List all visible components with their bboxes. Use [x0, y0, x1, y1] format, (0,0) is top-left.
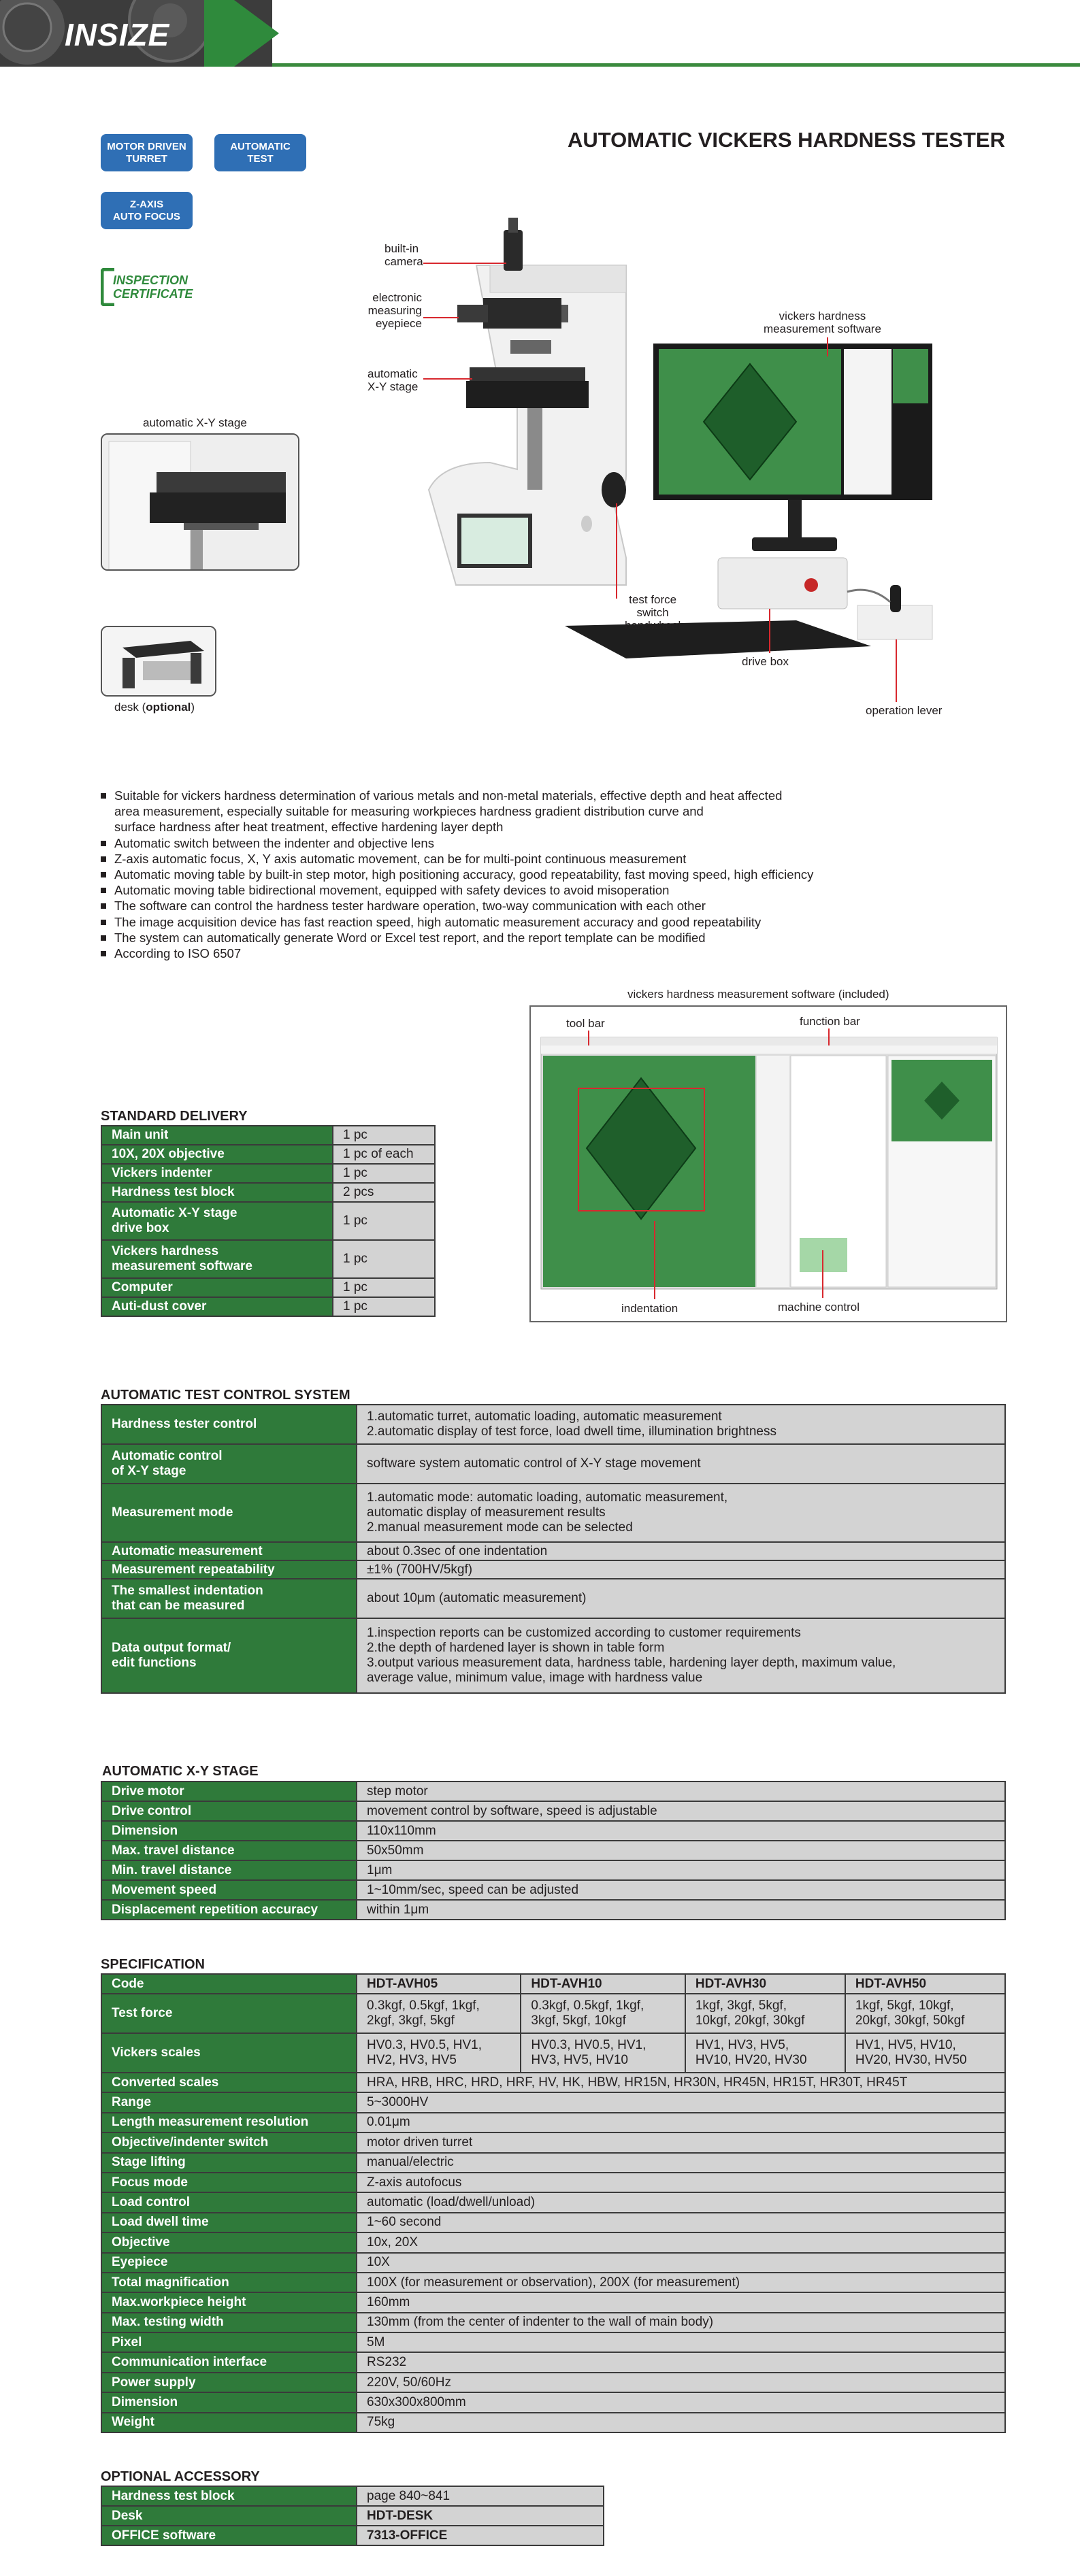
- table-row: [101, 2113, 1005, 2132]
- feature-item: According to ISO 6507: [101, 946, 985, 961]
- row-label: Objective: [101, 2232, 357, 2252]
- table-row: [101, 2332, 1005, 2352]
- brand-logo: INSIZE: [65, 17, 170, 52]
- row-label: Pixel: [101, 2332, 357, 2352]
- row-value: 5~3000HV: [357, 2092, 1005, 2112]
- vickers-scale-value: HV1, HV5, HV10, HV20, HV30, HV50: [845, 2033, 1005, 2073]
- callout-line-drive-box: [769, 609, 770, 653]
- row-value: about 10μm (automatic measurement): [357, 1579, 1005, 1618]
- certificate-line-2: CERTIFICATE: [113, 287, 193, 301]
- table-row: [101, 2213, 1005, 2232]
- badge-motor-driven-turret: MOTOR DRIVEN TURRET: [101, 134, 193, 171]
- row-label: Max.workpiece height: [101, 2292, 357, 2312]
- xy-stage-table: [101, 1781, 1006, 1920]
- feature-item-continued: area measurement, especially suitable for measuring workpieces hardness gradient distribution curve and: [114, 804, 704, 819]
- xy-stage-illustration: [102, 435, 298, 569]
- table-row: [101, 1560, 1005, 1579]
- desk-caption-optional: optional: [146, 701, 191, 714]
- row-value: Z-axis autofocus: [357, 2173, 1005, 2192]
- label-function-bar: function bar: [800, 1015, 860, 1028]
- table-row: [101, 2373, 1005, 2392]
- row-label: Load dwell time: [101, 2213, 357, 2232]
- row-label: Max. travel distance: [101, 1841, 357, 1860]
- table-row: [101, 2073, 1005, 2092]
- table-row: [101, 2153, 1005, 2173]
- optional-accessory-title: OPTIONAL ACCESSORY: [101, 2469, 260, 2484]
- desk-caption-suffix: ): [191, 701, 195, 714]
- table-row: [101, 2392, 1005, 2412]
- row-value: 2 pcs: [333, 1183, 435, 1202]
- row-value: 1.inspection reports can be customized according to customer requirements 2.the depth of hardened layer is shown in table form 3.output various measurement data, hardness table, hardening layer depth, maximum value, average value, minimum value, image with hardness value: [357, 1618, 1005, 1693]
- callout-handwheel: test force switch handwheel: [625, 593, 681, 632]
- row-label: Desk: [101, 2506, 357, 2526]
- row-label: Computer: [101, 1278, 333, 1297]
- vickers-scale-value: HV1, HV3, HV5, HV10, HV20, HV30: [685, 2033, 845, 2073]
- callout-measurement-software: vickers hardness measurement software: [764, 310, 881, 335]
- desk-illustration: [102, 627, 215, 695]
- callout-built-in-camera: built-in camera: [384, 242, 423, 268]
- row-label: Displacement repetition accuracy: [101, 1900, 357, 1920]
- table-row: [101, 1900, 1005, 1920]
- row-value: motor driven turret: [357, 2132, 1005, 2152]
- function-bar-line: [828, 1028, 830, 1046]
- feature-item: Z-axis automatic focus, X, Y axis automatic movement, can be for multi-point continuous measurement: [101, 851, 985, 867]
- row-value: 1.automatic mode: automatic loading, automatic measurement, automatic display of measurement results 2.manual measurement mode can be selected: [357, 1484, 1005, 1542]
- row-label: Movement speed: [101, 1880, 357, 1900]
- row-value: 5M: [357, 2332, 1005, 2352]
- table-row: [101, 1860, 1005, 1880]
- row-value: 0.01μm: [357, 2113, 1005, 2132]
- table-row: [101, 1405, 1005, 1444]
- table-row: [101, 1801, 1005, 1821]
- row-value: software system automatic control of X-Y stage movement: [357, 1444, 1005, 1484]
- feature-item-continued: surface hardness after heat treatment, effective hardening layer depth: [114, 820, 504, 835]
- table-row: [101, 2352, 1005, 2372]
- row-label: Converted scales: [101, 2073, 357, 2092]
- row-value: 10x, 20X: [357, 2232, 1005, 2252]
- row-value: 1.automatic turret, automatic loading, automatic measurement 2.automatic display of test force, load dwell time, illumination brightness: [357, 1405, 1005, 1444]
- row-label: Objective/indenter switch: [101, 2132, 357, 2152]
- callout-line-stage: [423, 378, 472, 380]
- model-code: HDT-AVH05: [357, 1974, 521, 1994]
- row-label: Vickers scales: [101, 2033, 357, 2073]
- table-row: [101, 1278, 435, 1297]
- specification-table: [101, 1973, 1006, 2433]
- model-code: HDT-AVH50: [845, 1974, 1005, 1994]
- label-tool-bar: tool bar: [566, 1017, 605, 1030]
- table-row: [101, 2526, 604, 2545]
- feature-item: The image acquisition device has fast reaction speed, high automatic measurement accuracy and good repeatability: [101, 914, 985, 930]
- table-row: [101, 2092, 1005, 2112]
- stage-photo-caption: automatic X-Y stage: [143, 416, 247, 429]
- row-value: 1 pc: [333, 1278, 435, 1297]
- label-machine-control: machine control: [778, 1301, 860, 1314]
- table-row: [101, 1240, 435, 1278]
- row-value: HDT-DESK: [357, 2506, 604, 2526]
- table-row: [101, 2273, 1005, 2292]
- software-window-illustration: [531, 1007, 1006, 1321]
- row-value: 630x300x800mm: [357, 2392, 1005, 2412]
- row-value: 110x110mm: [357, 1821, 1005, 1841]
- row-value: 1 pc of each: [333, 1145, 435, 1164]
- table-row: [101, 2506, 604, 2526]
- row-value: 1 pc: [333, 1164, 435, 1183]
- row-value: 220V, 50/60Hz: [357, 2373, 1005, 2392]
- table-row: [101, 2413, 1005, 2432]
- row-label: Vickers indenter: [101, 1164, 333, 1183]
- row-value: 1 pc: [333, 1297, 435, 1316]
- row-label: Power supply: [101, 2373, 357, 2392]
- certificate-line-1: INSPECTION: [113, 273, 189, 287]
- feature-list: [101, 788, 985, 961]
- hardness-tester-illustration: [381, 204, 973, 728]
- row-label: Test force: [101, 1994, 357, 2033]
- row-value: RS232: [357, 2352, 1005, 2372]
- row-label: 10X, 20X objective: [101, 1145, 333, 1164]
- row-value: 7313-OFFICE: [357, 2526, 604, 2545]
- row-label: Max. testing width: [101, 2313, 357, 2332]
- row-label: Min. travel distance: [101, 1860, 357, 1880]
- table-row: [101, 2033, 1005, 2073]
- table-row: [101, 1202, 435, 1240]
- specification-title: SPECIFICATION: [101, 1957, 205, 1972]
- row-label: Hardness test block: [101, 2486, 357, 2506]
- feature-item: Automatic moving table bidirectional movement, equipped with safety devices to avoid misoperation: [101, 882, 985, 898]
- table-row: [101, 1618, 1005, 1693]
- table-row: [101, 1297, 435, 1316]
- row-value: 1 pc: [333, 1240, 435, 1278]
- table-row: [101, 1126, 435, 1145]
- row-value: 1μm: [357, 1860, 1005, 1880]
- table-row: [101, 1994, 1005, 2033]
- row-value: 75kg: [357, 2413, 1005, 2432]
- feature-item: Automatic switch between the indenter and objective lens: [101, 835, 985, 851]
- row-label: Auti-dust cover: [101, 1297, 333, 1316]
- control-system-table: [101, 1404, 1006, 1694]
- standard-delivery-table: [101, 1125, 436, 1317]
- model-code: HDT-AVH10: [521, 1974, 685, 1994]
- label-indentation: indentation: [621, 1302, 678, 1315]
- row-label: Drive motor: [101, 1782, 357, 1801]
- row-label: Stage lifting: [101, 2153, 357, 2173]
- software-screenshot: [529, 1005, 1007, 1322]
- desk-caption-prefix: desk (: [114, 701, 146, 714]
- feature-item: The software can control the hardness tester hardware operation, two-way communication with each other: [101, 898, 985, 914]
- table-row: [101, 2253, 1005, 2273]
- row-value: 50x50mm: [357, 1841, 1005, 1860]
- table-row: [101, 1444, 1005, 1484]
- table-row: [101, 1974, 1005, 1994]
- callout-line-lever: [896, 639, 897, 702]
- table-row: [101, 2132, 1005, 2152]
- table-row: [101, 1579, 1005, 1618]
- row-label: Dimension: [101, 2392, 357, 2412]
- xy-stage-photo: [101, 433, 299, 571]
- row-label: Load control: [101, 2192, 357, 2212]
- row-label: Automatic X-Y stage drive box: [101, 1202, 333, 1240]
- table-row: [101, 2232, 1005, 2252]
- machine-control-line: [822, 1250, 823, 1298]
- row-value: within 1μm: [357, 1900, 1005, 1920]
- row-label: Eyepiece: [101, 2253, 357, 2273]
- row-label: OFFICE software: [101, 2526, 357, 2545]
- table-row: [101, 2173, 1005, 2192]
- page-title: AUTOMATIC VICKERS HARDNESS TESTER: [567, 128, 1005, 152]
- row-label: Measurement repeatability: [101, 1560, 357, 1579]
- xy-stage-title: AUTOMATIC X-Y STAGE: [102, 1764, 259, 1779]
- table-row: [101, 2192, 1005, 2212]
- row-value: 1 pc: [333, 1202, 435, 1240]
- table-row: [101, 1821, 1005, 1841]
- feature-item: The system can automatically generate Word or Excel test report, and the report template can be modified: [101, 930, 985, 946]
- row-value: HRA, HRB, HRC, HRD, HRF, HV, HK, HBW, HR15N, HR30N, HR45N, HR15T, HR30T, HR45T: [357, 2073, 1005, 2092]
- row-value: 130mm (from the center of indenter to the wall of main body): [357, 2313, 1005, 2332]
- row-label: Automatic measurement: [101, 1542, 357, 1560]
- row-label: Vickers hardness measurement software: [101, 1240, 333, 1278]
- vickers-scale-value: HV0.3, HV0.5, HV1, HV3, HV5, HV10: [521, 2033, 685, 2073]
- row-label: Communication interface: [101, 2352, 357, 2372]
- callout-line-eyepiece: [423, 317, 459, 318]
- table-row: [101, 1841, 1005, 1860]
- row-label: Focus mode: [101, 2173, 357, 2192]
- table-row: [101, 2292, 1005, 2312]
- row-value: 1 pc: [333, 1126, 435, 1145]
- table-row: [101, 1782, 1005, 1801]
- callout-line-handwheel: [616, 503, 617, 599]
- table-row: [101, 2313, 1005, 2332]
- row-label: Drive control: [101, 1801, 357, 1821]
- table-row: [101, 1484, 1005, 1542]
- test-force-value: 1kgf, 3kgf, 5kgf, 10kgf, 20kgf, 30kgf: [685, 1994, 845, 2033]
- callout-electronic-eyepiece: electronic measuring eyepiece: [367, 291, 422, 330]
- row-value: step motor: [357, 1782, 1005, 1801]
- table-row: [101, 2486, 604, 2506]
- row-label: Total magnification: [101, 2273, 357, 2292]
- test-force-value: 0.3kgf, 0.5kgf, 1kgf, 3kgf, 5kgf, 10kgf: [521, 1994, 685, 2033]
- control-system-title: AUTOMATIC TEST CONTROL SYSTEM: [101, 1388, 350, 1403]
- row-value: 1~10mm/sec, speed can be adjusted: [357, 1880, 1005, 1900]
- row-label: Data output format/ edit functions: [101, 1618, 357, 1693]
- row-value: manual/electric: [357, 2153, 1005, 2173]
- feature-item: Automatic moving table by built-in step motor, high positioning accuracy, good repeatability, fast moving speed, high efficiency: [101, 867, 985, 882]
- callout-drive-box: drive box: [742, 655, 789, 668]
- table-row: [101, 1145, 435, 1164]
- badge-automatic-test: AUTOMATIC TEST: [214, 134, 306, 171]
- desk-photo: [101, 626, 216, 697]
- row-label: Code: [101, 1974, 357, 1994]
- row-label: Dimension: [101, 1821, 357, 1841]
- row-value: 1~60 second: [357, 2213, 1005, 2232]
- row-value: 160mm: [357, 2292, 1005, 2312]
- row-label: The smallest indentation that can be measured: [101, 1579, 357, 1618]
- row-label: Range: [101, 2092, 357, 2112]
- callout-line-software: [827, 337, 828, 356]
- table-row: [101, 1542, 1005, 1560]
- row-value: 10X: [357, 2253, 1005, 2273]
- callout-line-camera: [423, 263, 506, 264]
- row-label: Measurement mode: [101, 1484, 357, 1542]
- test-force-value: 0.3kgf, 0.5kgf, 1kgf, 2kgf, 3kgf, 5kgf: [357, 1994, 521, 2033]
- model-code: HDT-AVH30: [685, 1974, 845, 1994]
- badge-z-axis-auto-focus: Z-AXIS AUTO FOCUS: [101, 192, 193, 229]
- vickers-scale-value: HV0.3, HV0.5, HV1, HV2, HV3, HV5: [357, 2033, 521, 2073]
- optional-accessory-table: [101, 2486, 604, 2546]
- table-row: [101, 1183, 435, 1202]
- table-row: [101, 1164, 435, 1183]
- feature-item: Suitable for vickers hardness determination of various metals and non-metal materials, effective depth and heat affected: [101, 788, 985, 803]
- row-value: about 0.3sec of one indentation: [357, 1542, 1005, 1560]
- row-label: Hardness tester control: [101, 1405, 357, 1444]
- software-panel-title: vickers hardness measurement software (included): [627, 988, 889, 1001]
- callout-automatic-xy-stage: automatic X-Y stage: [367, 367, 419, 393]
- indentation-line: [654, 1221, 655, 1299]
- desk-caption: [114, 701, 195, 714]
- row-value: page 840~841: [357, 2486, 604, 2506]
- inspection-certificate-logo: [101, 267, 220, 307]
- tool-bar-line: [588, 1031, 589, 1046]
- row-label: Weight: [101, 2413, 357, 2432]
- row-label: Length measurement resolution: [101, 2113, 357, 2132]
- row-label: Automatic control of X-Y stage: [101, 1444, 357, 1484]
- row-label: Hardness test block: [101, 1183, 333, 1202]
- test-force-value: 1kgf, 5kgf, 10kgf, 20kgf, 30kgf, 50kgf: [845, 1994, 1005, 2033]
- row-value: 100X (for measurement or observation), 200X (for measurement): [357, 2273, 1005, 2292]
- row-value: automatic (load/dwell/unload): [357, 2192, 1005, 2212]
- standard-delivery-title: STANDARD DELIVERY: [101, 1109, 248, 1124]
- table-row: [101, 1880, 1005, 1900]
- row-value: ±1% (700HV/5kgf): [357, 1560, 1005, 1579]
- row-label: Main unit: [101, 1126, 333, 1145]
- callout-operation-lever: operation lever: [866, 704, 943, 717]
- row-value: movement control by software, speed is adjustable: [357, 1801, 1005, 1821]
